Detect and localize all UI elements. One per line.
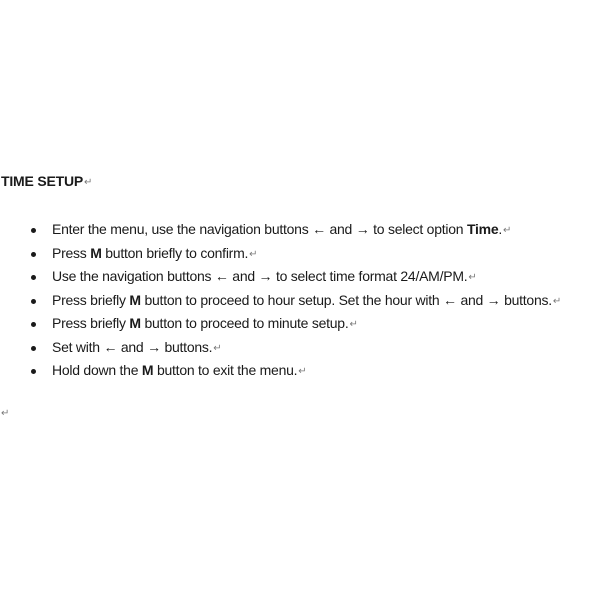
paragraph-mark-icon: ↵ [503,225,512,236]
text-run: Press briefly [52,291,130,308]
list-item-text [52,218,511,243]
bullet-icon [31,322,36,327]
text-run: Hold down the [52,362,142,378]
text-run: Enter the menu, use the navigation buttons ← and → to select option [52,221,467,237]
text-run: button to exit the menu. [153,362,298,378]
text-run: button briefly to confirm. [101,244,249,261]
bullet-icon [31,252,36,257]
paragraph-mark-icon: ↵ [249,248,258,260]
bold-text: M [129,291,141,308]
bullet-icon [31,299,36,304]
paragraph-mark-icon: ↵ [1,408,10,419]
paragraph-mark-icon: ↵ [84,177,93,188]
list-item-text [52,359,306,384]
text-run: button to proceed to hour setup. Set the hour with ← and → buttons. [140,291,552,308]
list-item-text [52,336,221,361]
text-run: button to proceed to minute setup. [140,315,349,331]
bullet-icon [31,275,36,280]
paragraph-mark-icon: ↵ [349,319,358,330]
list-item-text [52,312,358,337]
paragraph-mark-icon: ↵ [298,366,307,377]
text-run: Use the navigation buttons ← and → to select time format 24/AM/PM. [52,268,468,284]
bullet-icon [31,228,36,233]
paragraph-mark-icon: ↵ [468,272,477,283]
bold-text: M [141,362,154,378]
list-item-text [52,242,257,267]
paragraph-mark-icon: ↵ [213,342,222,354]
bold-text: Time [466,221,499,237]
heading-text: TIME SETUP [1,173,84,189]
text-run: . [498,221,503,237]
list-item-text [52,265,477,290]
bold-text: M [90,244,102,261]
bold-text: M [129,315,141,331]
bullet-icon [31,369,36,374]
list-item-text [52,289,561,314]
text-run: Press [52,244,91,261]
section-heading [1,173,92,189]
text-run: Set with ← and → buttons. [52,338,213,355]
paragraph-mark-icon: ↵ [552,295,562,307]
text-run: Press briefly [52,315,130,331]
bullet-icon [31,346,36,351]
